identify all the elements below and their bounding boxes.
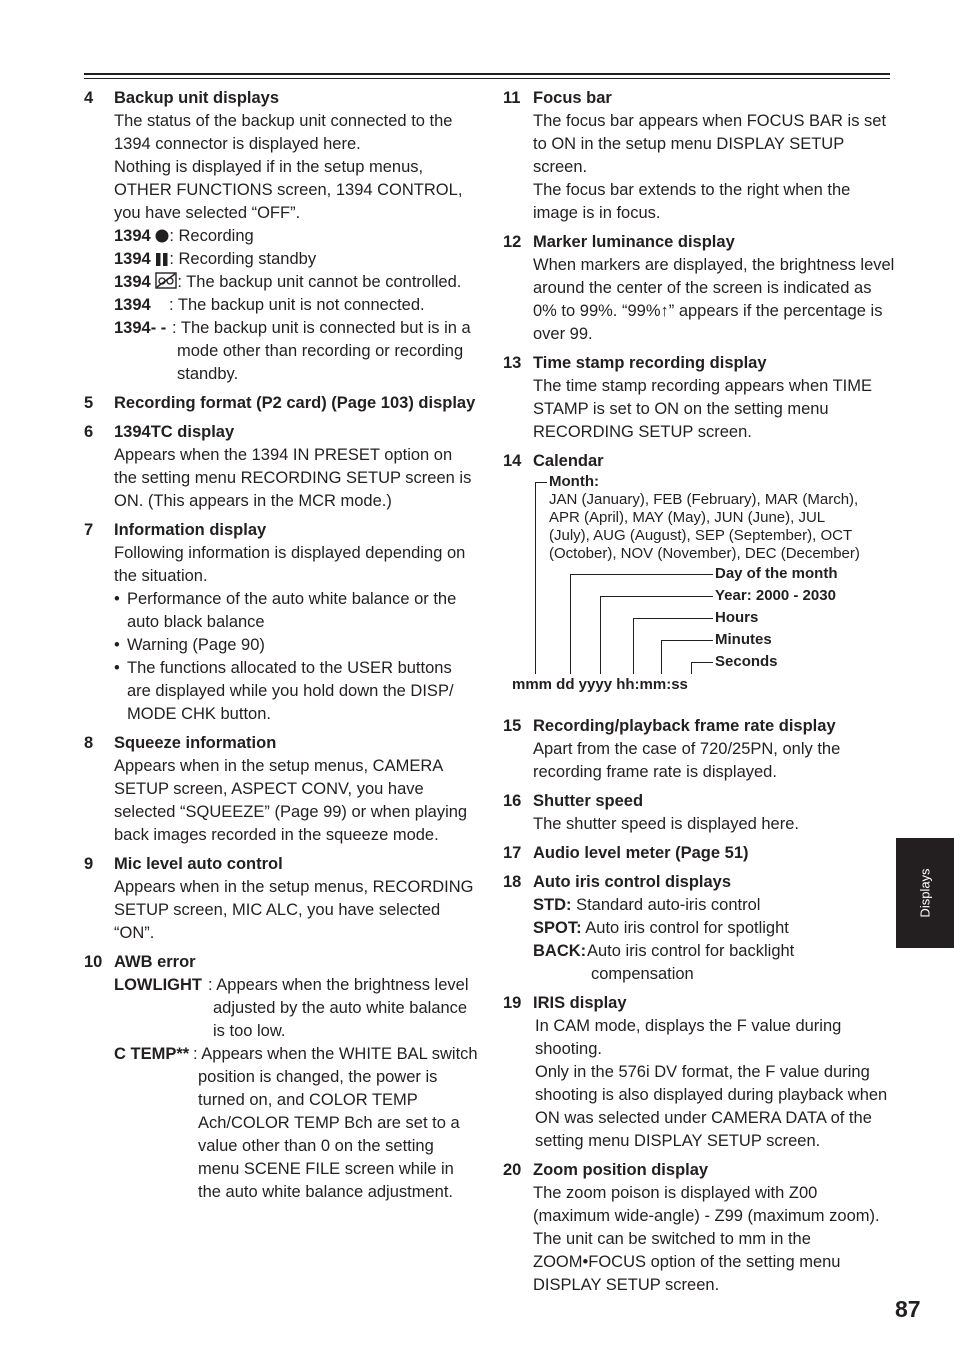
item-number: 9: [84, 855, 94, 873]
item-text: Apart from the case of 720/25PN, only the recording frame rate is displayed.: [533, 740, 841, 781]
status-row: 1394- - : The backup unit is connected but is in a mode other than recording or recording standby.: [114, 319, 471, 383]
item-heading: Information display: [114, 521, 267, 539]
item-heading: Recording/playback frame rate display: [533, 717, 836, 735]
item-text: In CAM mode, displays the F value during shooting.: [535, 1017, 842, 1058]
item-text: The status of the backup unit connected to the 1394 connector is displayed here.: [114, 112, 453, 153]
item-text: Appears when in the setup menus, RECORDING SETUP screen, MIC ALC, you have selected “ON”.: [114, 878, 474, 942]
seconds-label: Seconds: [715, 653, 778, 670]
item-awb-error: [84, 951, 479, 1204]
bullet-item: • The functions allocated to the USER buttons are displayed while you hold down the DISP/ MODE CHK button.: [114, 659, 454, 723]
item-number: 10: [84, 953, 103, 971]
item-heading: IRIS display: [533, 994, 627, 1012]
item-frame-rate: [503, 715, 895, 784]
item-heading: AWB error: [114, 953, 196, 971]
item-number: 5: [84, 394, 94, 412]
item-text: Only in the 576i DV format, the F value during shooting is also displayed during playback when ON was selected under CAMERA DATA of the setting menu DISPLAY SETUP screen.: [535, 1063, 888, 1150]
month-list-line: JAN (January), FEB (February), MAR (March),: [549, 491, 859, 508]
item-squeeze: [84, 732, 479, 847]
item-shutter-speed: [503, 790, 895, 836]
item-heading: Audio level meter (Page 51): [533, 844, 749, 862]
item-heading: Auto iris control displays: [533, 873, 732, 891]
item-heading: Recording format (P2 card) (Page 103) display: [114, 394, 476, 412]
item-backup-unit: [84, 87, 479, 386]
left-column: [84, 87, 479, 1210]
item-information-display: [84, 519, 479, 726]
date-format-text: mmm dd yyyy hh:mm:ss: [512, 676, 688, 693]
iris-mode-row: BACK: Auto iris control for backlight compensation: [533, 942, 795, 983]
item-recording-format: [84, 392, 479, 415]
item-number: 7: [84, 521, 94, 539]
item-text: When markers are displayed, the brightness level around the center of the screen is indicated as 0% to 99%. “99%↑” appears if the percentage is over 99.: [533, 256, 895, 343]
item-text: The time stamp recording appears when TIME STAMP is set to ON on the setting menu RECORDING SETUP screen.: [533, 377, 873, 441]
item-number: 19: [503, 994, 522, 1012]
status-row: 1394 : The backup unit cannot be controlled.: [114, 273, 462, 291]
pause-icon: [155, 252, 169, 266]
section-side-tab: [896, 838, 954, 948]
item-number: 11: [503, 89, 521, 107]
header-rule-thick: [84, 73, 890, 75]
record-dot-icon: [155, 229, 169, 243]
item-heading: 1394TC display: [114, 423, 235, 441]
status-row: 1394 : Recording: [114, 227, 254, 245]
iris-mode-row: SPOT: Auto iris control for spotlight: [533, 919, 789, 937]
item-text: The focus bar appears when FOCUS BAR is set to ON in the setup menu DISPLAY SETUP screen.: [533, 112, 887, 176]
month-label: Month:: [549, 473, 599, 490]
awb-ctemp-row: C TEMP** : Appears when the WHITE BAL switch position is changed, the power is turned on, and COLOR TEMP Ach/COLOR TEMP Bch are set to a value other than 0 on the setting menu SCENE FILE screen while in the auto white balance adjustment.: [114, 1045, 478, 1201]
item-auto-iris: [503, 871, 895, 986]
day-label: Day of the month: [715, 565, 838, 582]
calendar-diagram: [503, 473, 895, 709]
item-heading: Squeeze information: [114, 734, 277, 752]
item-marker-luminance: [503, 231, 895, 346]
item-number: 14: [503, 452, 522, 470]
item-calendar: [503, 450, 895, 709]
item-iris-display: [503, 992, 895, 1153]
item-heading: Time stamp recording display: [533, 354, 767, 372]
item-heading: Backup unit displays: [114, 89, 280, 107]
status-row: 1394 : Recording standby: [114, 250, 317, 268]
bullet-item: • Warning (Page 90): [114, 636, 265, 654]
item-number: 15: [503, 717, 522, 735]
item-text: The unit can be switched to mm in the ZOOM•FOCUS option of the setting menu DISPLAY SETUP screen.: [533, 1230, 841, 1294]
header-rule-thin: [84, 78, 890, 79]
item-text: Appears when in the setup menus, CAMERA SETUP screen, ASPECT CONV, you have selected “SQUEEZE” (Page 99) or when playing back images recorded in the squeeze mode.: [114, 757, 468, 844]
item-mic-level: [84, 853, 479, 945]
item-number: 13: [503, 354, 522, 372]
item-number: 16: [503, 792, 522, 810]
item-zoom-position: [503, 1159, 895, 1297]
item-heading: Marker luminance display: [533, 233, 735, 251]
month-list-line: APR (April), MAY (May), JUN (June), JUL: [549, 509, 826, 526]
side-tab-label: Displays: [917, 868, 933, 918]
disabled-tape-icon: [155, 272, 177, 289]
month-list-line: (July), AUG (August), SEP (September), OCT: [549, 527, 853, 544]
status-row: 1394 : The backup unit is not connected.: [114, 296, 425, 314]
item-heading: Mic level auto control: [114, 855, 283, 873]
item-text: The focus bar extends to the right when the image is in focus.: [533, 181, 851, 222]
item-number: 6: [84, 423, 94, 441]
awb-lowlight-row: LOWLIGHT : Appears when the brightness level adjusted by the auto white balance is too low.: [114, 976, 469, 1040]
item-audio-level: [503, 842, 895, 865]
minutes-label: Minutes: [715, 631, 772, 648]
month-list-line: (October), NOV (November), DEC (December): [549, 545, 860, 562]
item-heading: Calendar: [533, 452, 604, 470]
right-column: [503, 87, 895, 1303]
item-1394tc: [84, 421, 479, 513]
item-text: Following information is displayed depending on the situation.: [114, 544, 466, 585]
item-number: 18: [503, 873, 522, 891]
page-number: 87: [895, 1296, 921, 1322]
iris-mode-row: STD: Standard auto-iris control: [533, 896, 761, 914]
item-number: 12: [503, 233, 522, 251]
item-text: The shutter speed is displayed here.: [533, 815, 799, 833]
item-focus-bar: [503, 87, 895, 225]
item-number: 17: [503, 844, 522, 862]
item-time-stamp: [503, 352, 895, 444]
item-heading: Focus bar: [533, 89, 612, 107]
item-heading: Zoom position display: [533, 1161, 709, 1179]
item-heading: Shutter speed: [533, 792, 644, 810]
item-number: 4: [84, 89, 94, 107]
hours-label: Hours: [715, 609, 759, 626]
item-number: 8: [84, 734, 94, 752]
item-number: 20: [503, 1161, 522, 1179]
year-label: Year: 2000 - 2030: [715, 587, 836, 604]
item-text: Appears when the 1394 IN PRESET option on the setting menu RECORDING SETUP screen is ON. (This appears in the MCR mode.): [114, 446, 472, 510]
item-text: Nothing is displayed if in the setup menus, OTHER FUNCTIONS screen, 1394 CONTROL, you have selected “OFF”.: [114, 158, 463, 222]
item-text: The zoom poison is displayed with Z00 (maximum wide-angle) - Z99 (maximum zoom).: [533, 1184, 880, 1225]
bullet-item: • Performance of the auto white balance or the auto black balance: [114, 590, 457, 631]
